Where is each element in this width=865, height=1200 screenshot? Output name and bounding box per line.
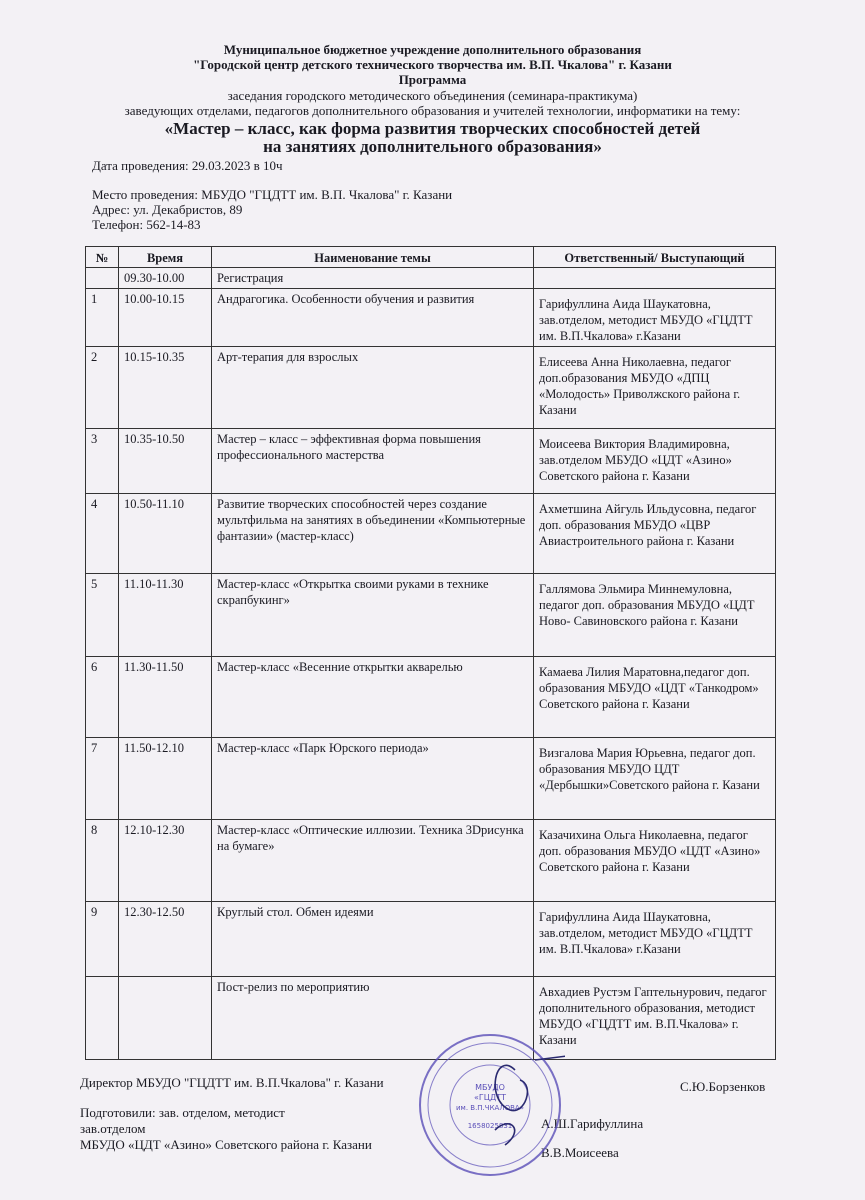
table-row [86,347,776,429]
col-number: № [86,247,119,268]
row-speaker: Авхадиев Рустэм Гаптельнурович, педагог дополнительного образования, методист МБУДО «ГЦДТТ им. В.П.Чкалова» г. Казани [534,977,776,1060]
table-row [86,738,776,820]
row-topic: Пост-релиз по мероприятию [212,977,534,1060]
org-line-2: "Городской центр детского технического творчества им. В.П. Чкалова" г. Казани [193,57,672,72]
prepared-line-2: зав.отделом [80,1121,146,1136]
table-row [86,902,776,977]
theme-line-2: на занятиях дополнительного образования» [263,137,602,156]
doc-type: Программа [398,72,467,87]
row-number: 9 [86,902,119,977]
theme-line-1: «Мастер – класс, как форма развития творческих способностей детей [164,119,701,138]
prepared-line-1: Подготовили: зав. отделом, методист [80,1105,285,1120]
row-speaker: Казачихина Ольга Николаевна, педагог доп. образования МБУДО «ЦДТ «Азино» Советского района г. Казани [534,820,776,902]
row-topic: Мастер – класс – эффективная форма повышения профессионального мастерства [212,429,534,494]
row-number: 3 [86,429,119,494]
row-time: 12.30-12.50 [119,902,212,977]
row-topic: Круглый стол. Обмен идеями [212,902,534,977]
row-topic: Андрагогика. Особенности обучения и развития [212,289,534,347]
row-time [119,977,212,1060]
row-number: 5 [86,574,119,657]
event-place: Место проведения: МБУДО "ГЦДТТ им. В.П. Чкалова" г. Казани [92,187,453,202]
table-row [86,429,776,494]
row-topic: Мастер-класс «Оптические иллюзии. Техника 3Dрисунка на бумаге» [212,820,534,902]
row-number: 7 [86,738,119,820]
row-speaker: Камаева Лилия Маратовна,педагог доп. образования МБУДО «ЦДТ «Танкодром» Советского района г. Казани [534,657,776,738]
row-speaker: Галлямова Эльмира Миннемуловна, педагог доп. образования МБУДО «ЦДТ Ново- Савиновского района г. Казани [534,574,776,657]
subtitle-2: заведующих отделами, педагогов дополнительного образования и учителей технологии, информатики на тему: [124,103,741,118]
row-speaker [534,268,776,289]
row-speaker: Визгалова Мария Юрьевна, педагог доп. образования МБУДО ЦДТ «Дербышки»Советского района г. Казани [534,738,776,820]
svg-text:«ГЦДТТ: «ГЦДТТ [473,1093,507,1102]
signer-name-1: А.Ш.Гарифуллина [541,1116,644,1131]
subtitle-1: заседания городского методического объединения (семинара-практикума) [227,88,638,103]
row-number: 1 [86,289,119,347]
row-time: 10.15-10.35 [119,347,212,429]
signer-name-2: В.В.Моисеева [541,1145,619,1160]
director-title: Директор МБУДО "ГЦДТТ им. В.П.Чкалова" г. Казани [80,1075,384,1090]
row-topic: Регистрация [212,268,534,289]
table-row [86,289,776,347]
row-time: 10.35-10.50 [119,429,212,494]
row-speaker: Ахметшина Айгуль Ильдусовна, педагог доп. образования МБУДО «ЦВР Авиастроительного района г. Казани [534,494,776,574]
row-speaker: Моисеева Виктория Владимировна, зав.отделом МБУДО «ЦДТ «Азино» Советского района г. Казани [534,429,776,494]
table-row [86,657,776,738]
director-name: С.Ю.Борзенков [680,1079,766,1094]
row-topic: Развитие творческих способностей через создание мультфильма на занятиях в объединении «Компьютерные фантазии» (мастер-класс) [212,494,534,574]
row-topic: Мастер-класс «Весенние открытки акварелью [212,657,534,738]
svg-text:1658025831: 1658025831 [467,1122,513,1130]
col-time: Время [119,247,212,268]
org-line-1: Муниципальное бюджетное учреждение дополнительного образования [223,42,642,57]
row-number: 8 [86,820,119,902]
row-speaker: Гарифуллина Аида Шаукатовна, зав.отделом, методист МБУДО «ГЦДТТ им. В.П.Чкалова» г.Казани [534,902,776,977]
prepared-line-3: МБУДО «ЦДТ «Азино» Советского района г. Казани [80,1137,372,1152]
row-number [86,268,119,289]
event-phone: Телефон: 562-14-83 [92,217,201,232]
row-time: 11.10-11.30 [119,574,212,657]
svg-text:МБУДО: МБУДО [475,1083,505,1092]
program-table [85,246,776,1060]
row-time: 10.50-11.10 [119,494,212,574]
table-row [86,820,776,902]
row-number: 6 [86,657,119,738]
row-number: 2 [86,347,119,429]
col-topic: Наименование темы [212,247,534,268]
event-date: Дата проведения: 29.03.2023 в 10ч [92,158,283,173]
table-row [86,494,776,574]
row-time: 11.50-12.10 [119,738,212,820]
row-topic: Арт-терапия для взрослых [212,347,534,429]
row-time: 09.30-10.00 [119,268,212,289]
official-stamp [415,1030,565,1180]
row-speaker: Елисеева Анна Николаевна, педагог доп.образования МБУДО «ДПЦ «Молодость» Приволжского района г. Казани [534,347,776,429]
table-row [86,574,776,657]
svg-text:им. В.П.ЧКАЛОВА»: им. В.П.ЧКАЛОВА» [455,1104,525,1112]
row-number [86,977,119,1060]
col-speaker: Ответственный/ Выступающий [534,247,776,268]
row-speaker: Гарифуллина Аида Шаукатовна, зав.отделом, методист МБУДО «ГЦДТТ им. В.П.Чкалова» г.Казани [534,289,776,347]
table-row [86,268,776,289]
event-address: Адрес: ул. Декабристов, 89 [92,202,243,217]
row-number: 4 [86,494,119,574]
row-topic: Мастер-класс «Парк Юрского периода» [212,738,534,820]
row-time: 12.10-12.30 [119,820,212,902]
row-time: 11.30-11.50 [119,657,212,738]
row-time: 10.00-10.15 [119,289,212,347]
row-topic: Мастер-класс «Открытка своими руками в технике скрапбукинг» [212,574,534,657]
